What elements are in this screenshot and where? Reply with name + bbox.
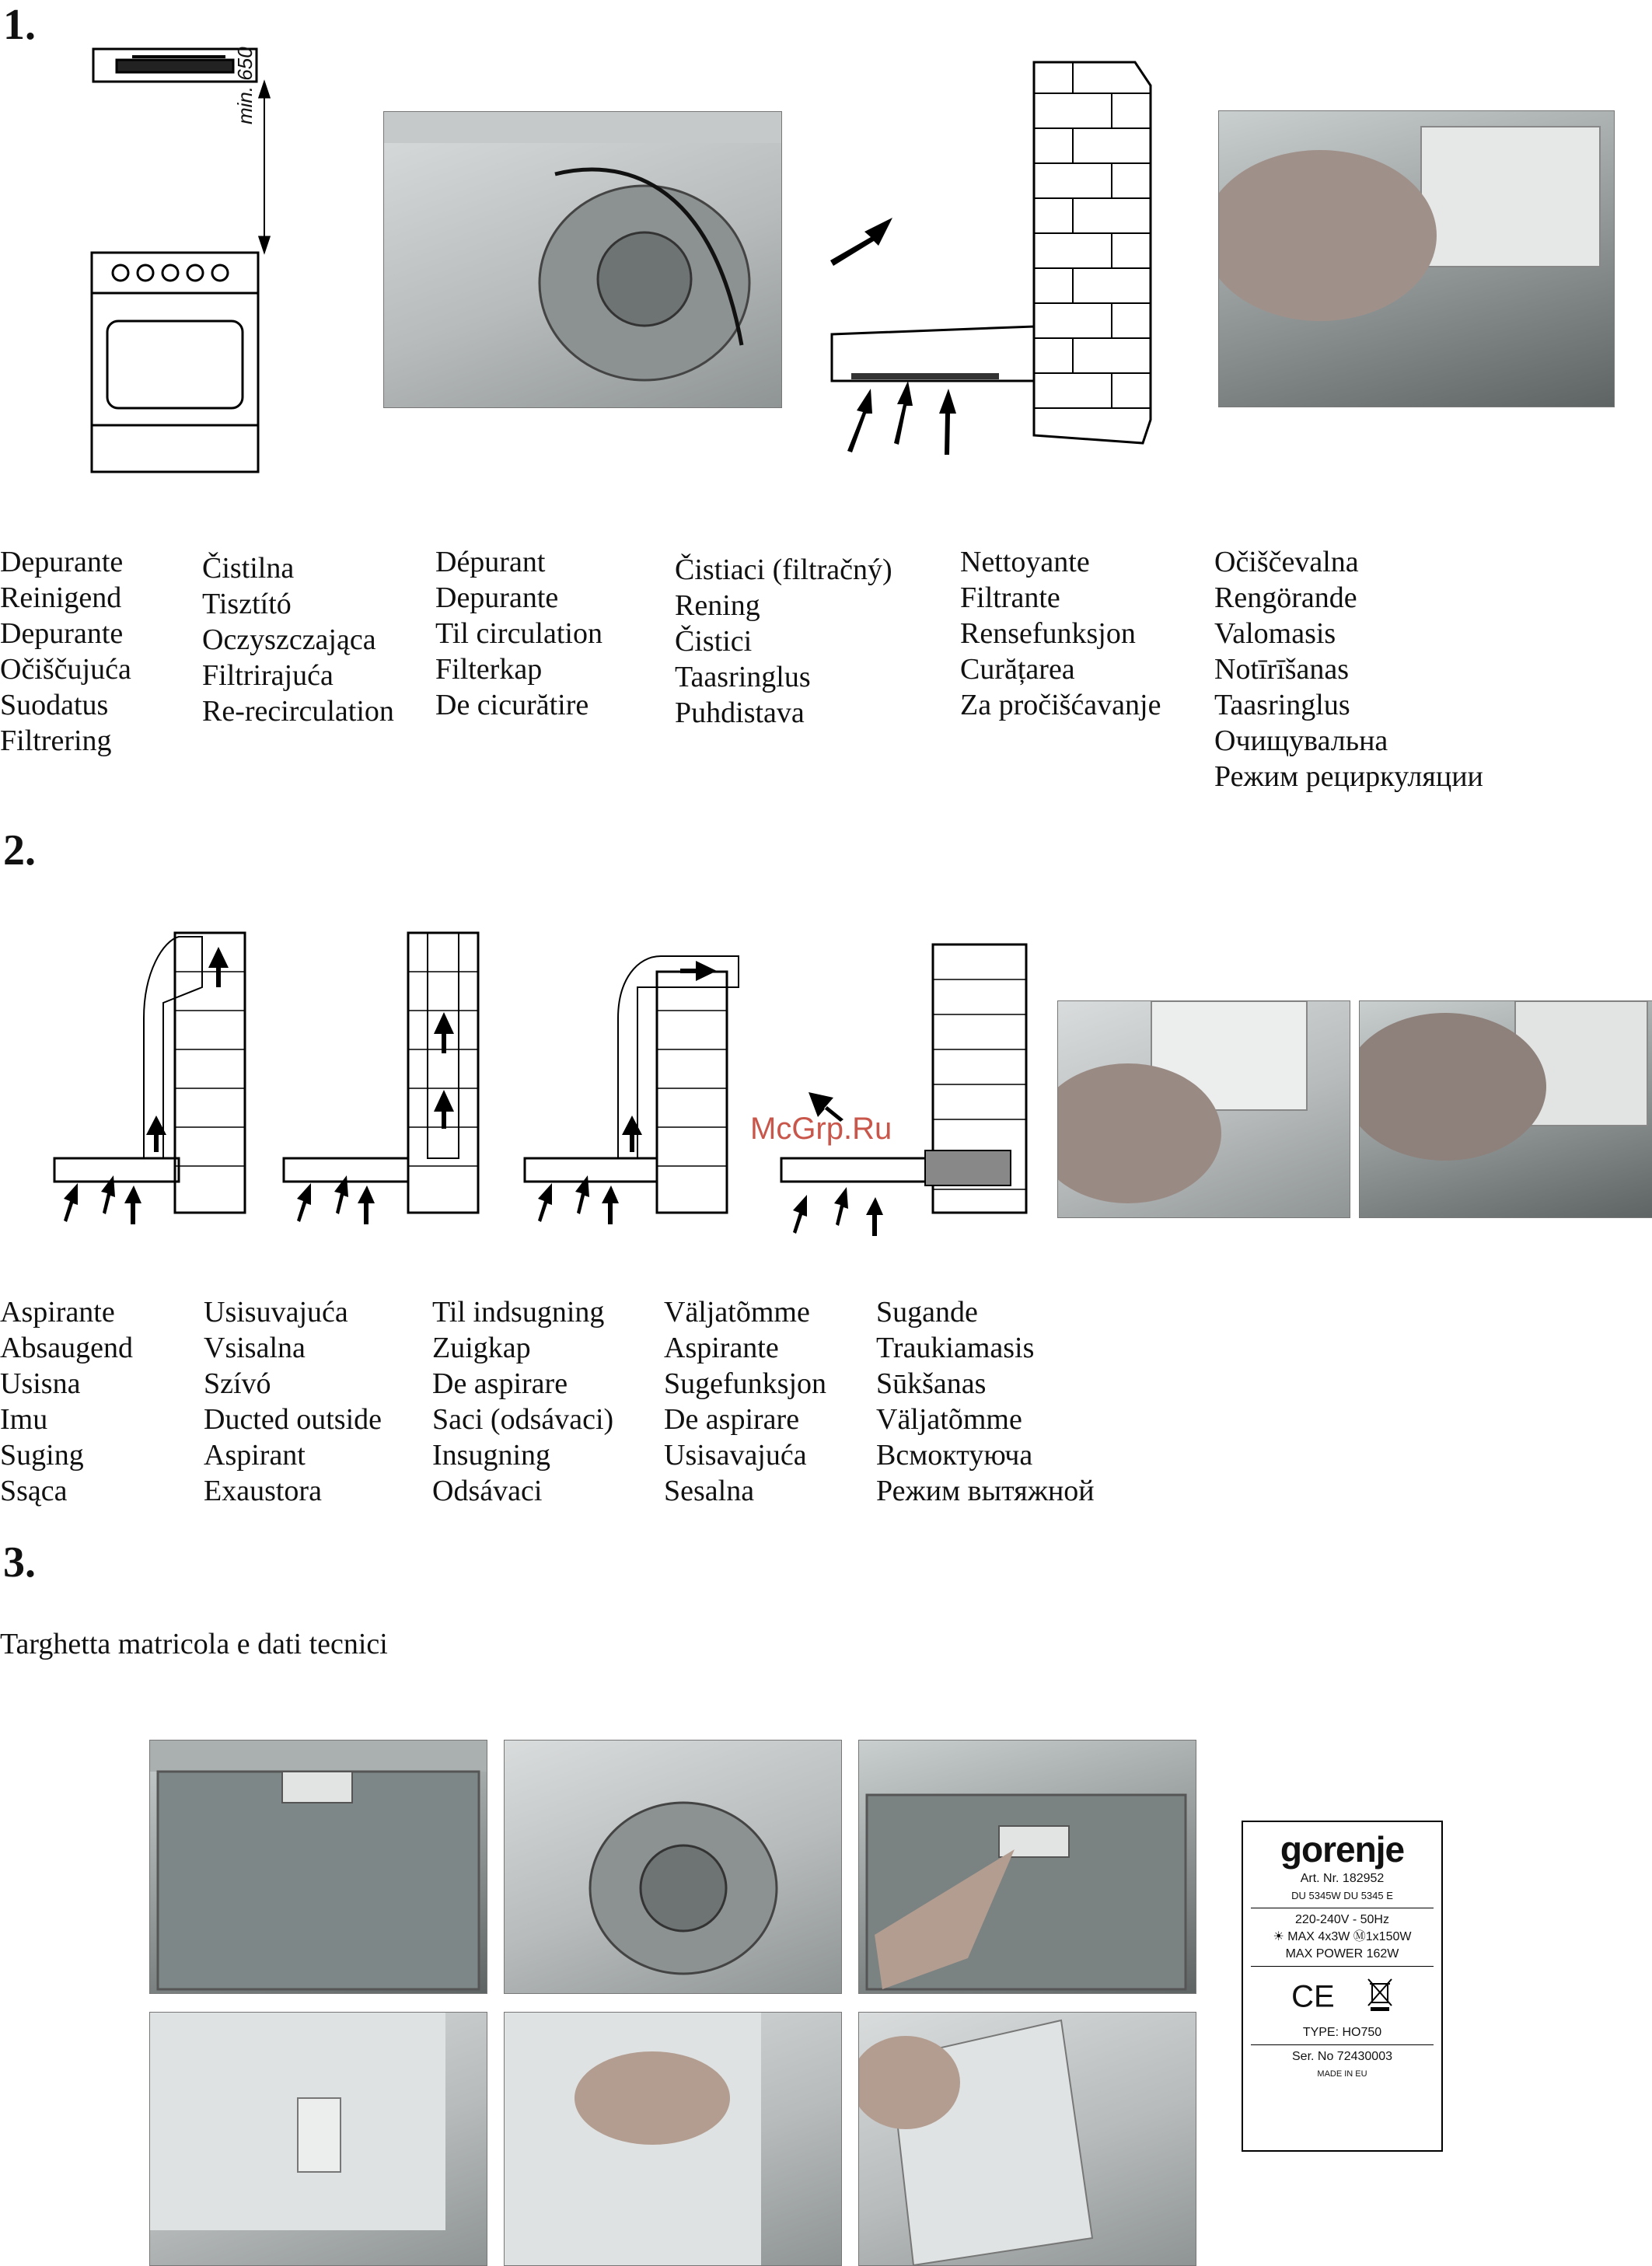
motor-rating: 1x150W [1365,1930,1412,1943]
section2-label: Vsisalna [204,1332,306,1364]
section1-label: Taasringlus [675,661,811,693]
section2-label: Traukiamasis [876,1332,1035,1364]
filter-clip-photo [1218,110,1615,407]
section2-label: Ducted outside [204,1403,382,1436]
section2-label: Режим вытяжной [876,1475,1095,1507]
section2-label: De aspirare [664,1403,800,1436]
section2-label: Imu [0,1403,48,1436]
section1-label: Depurante [0,546,124,578]
section2-label: Aspirant [204,1439,306,1472]
section1-label: Til circulation [435,617,602,650]
section1-label: Notīrīšanas [1214,653,1350,686]
section1-label: Rensefunksjon [960,617,1136,650]
section1-label: Depurante [435,581,559,614]
section2-label: Usisuvajuća [204,1296,348,1329]
section2-label: Suging [0,1439,84,1472]
filter-release-photo-2 [1359,1000,1652,1218]
watermark: McGrp.Ru [750,1112,892,1146]
section2-label: Ssąca [0,1475,68,1507]
recirculation-diagram [816,54,1158,474]
ducted-installation-diagrams [47,925,1034,1259]
section2-label: Zuigkap [432,1332,531,1364]
section2-label: Aspirante [664,1332,779,1364]
section3-caption: Targhetta matricola e dati tecnici [0,1628,388,1660]
brand-logo: gorenje [1280,1829,1405,1870]
section2-label: Exaustora [204,1475,322,1507]
section1-column-2 [202,550,394,729]
section1-column-4 [675,552,892,731]
lamp-icon: ☀ [1273,1930,1284,1943]
section2-column-3 [432,1294,613,1509]
section-number-2: 2. [3,826,36,875]
max-power: MAX POWER 162W [1285,1947,1399,1960]
section2-column-2 [204,1294,382,1509]
section2-label: Всмоктуюча [876,1439,1033,1472]
voltage-rating: 220-240V - 50Hz [1295,1913,1389,1926]
section2-column-4 [664,1294,826,1509]
section1-column-6 [1214,544,1483,794]
section2-label: Väljatõmme [876,1403,1022,1436]
section1-label: Za pročišćavanje [960,689,1161,721]
section1-label: Oczyszczająca [202,623,376,656]
section1-column-1 [0,544,131,759]
made-in: MADE IN EU [1317,2069,1367,2079]
section1-column-3 [435,544,602,723]
section1-label: Очищувальна [1214,724,1388,757]
section2-column-5 [876,1294,1095,1509]
section1-label: Re-recirculation [202,695,394,728]
section1-label: Filterkap [435,653,543,686]
section2-label: Absaugend [0,1332,133,1364]
section1-label: Tisztító [202,588,292,620]
section1-label: Očiščujuća [0,653,131,686]
section1-label: Режим рециркуляции [1214,760,1483,793]
lamp-cover-open-photo [858,2012,1196,2266]
ce-mark: CE [1291,1979,1335,2014]
serial-number: Ser. No 72430003 [1292,2050,1392,2063]
article-number: Art. Nr. 182952 [1300,1872,1385,1885]
section2-label: Saci (odsávaci) [432,1403,614,1436]
section2-label: Sugande [876,1296,978,1329]
section1-label: Suodatus [0,689,109,721]
section2-label: Sugefunksjon [664,1367,826,1400]
section1-label: Čistiaci (filtračný) [675,553,892,586]
grease-filter-photo [149,1740,487,1994]
lamp-rating: MAX 4x3W [1287,1930,1350,1943]
section-number-3: 3. [3,1538,36,1587]
section2-label: Sesalna [664,1475,755,1507]
section1-label: Reinigend [0,581,122,614]
section2-column-1 [0,1294,133,1509]
section1-column-5 [960,544,1161,723]
section2-label: Aspirante [0,1296,115,1329]
section2-label: Sūkšanas [876,1367,987,1400]
motor-icon: Ⓜ [1353,1930,1366,1943]
hood-motor-photo [504,1740,842,1994]
section1-label: Curățarea [960,653,1075,686]
section1-label: Čistilna [202,552,295,585]
lamp-cover-release-photo [504,2012,842,2266]
section1-label: Depurante [0,617,124,650]
section1-label: Taasringlus [1214,689,1350,721]
model-numbers: DU 5345W DU 5345 E [1291,1890,1393,1901]
rating-plate [1242,1821,1443,2152]
section2-label: Szívó [204,1367,271,1400]
section1-label: Nettoyante [960,546,1090,578]
hood-interior-photo [383,111,782,408]
dimension-label: min. 650 [233,47,257,124]
section1-label: Rengörande [1214,581,1357,614]
section1-label: Puhdistava [675,697,805,729]
section2-label: Usisavajuća [664,1439,807,1472]
section1-label: Valomasis [1214,617,1336,650]
section2-label: Insugning [432,1439,550,1472]
filter-release-photo-1 [1057,1000,1350,1218]
section1-label: Očiščevalna [1214,546,1359,578]
filter-removal-photo [858,1740,1196,1994]
section1-label: Čistici [675,625,753,658]
type-label: TYPE: HO750 [1302,2026,1382,2039]
section2-label: Väljatõmme [664,1296,810,1329]
section2-label: Odsávaci [432,1475,543,1507]
section1-label: Dépurant [435,546,546,578]
weee-bin-icon [1367,1978,1393,2020]
section1-label: Rening [675,589,760,622]
section1-label: Filtrirajuća [202,659,334,692]
section1-label: De cicurătire [435,689,589,721]
section1-label: Filtrering [0,724,112,757]
section-number-1: 1. [3,1,36,49]
lamp-cover-photo [149,2012,487,2266]
section2-label: De aspirare [432,1367,568,1400]
section2-label: Til indsugning [432,1296,605,1329]
section2-label: Usisna [0,1367,81,1400]
section1-label: Filtrante [960,581,1060,614]
